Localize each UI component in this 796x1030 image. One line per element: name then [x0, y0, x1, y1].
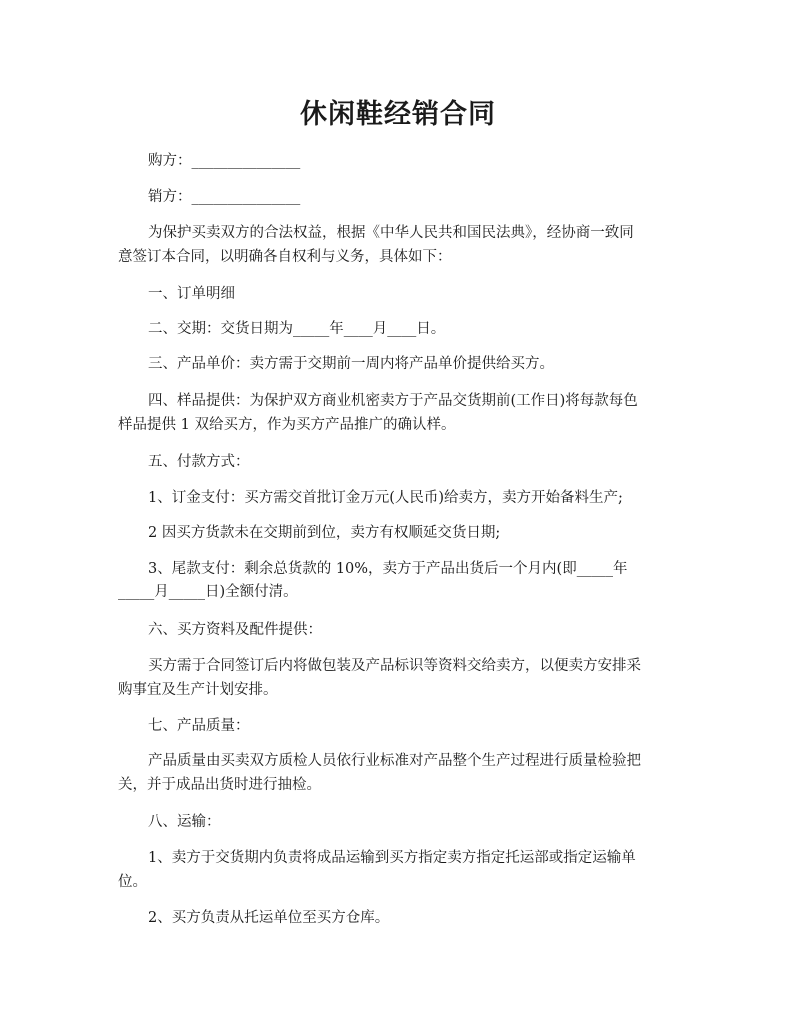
- payment-clause-2: 2 因买方货款未在交期前到位，卖方有权顺延交货日期;: [148, 525, 501, 541]
- section-unit-price: 三、产品单价：卖方需于交期前一周内将产品单价提供给买方。: [148, 356, 554, 372]
- intro-paragraph-line-1: 为保护买卖双方的合法权益，根据《中华人民共和国民法典》，经协商一致同: [148, 225, 634, 241]
- section-heading-quality: 七、产品质量：: [148, 718, 250, 734]
- payment-clause-3-line-1: 3、尾款支付：剩余总货款的 10%，卖方于产品出货后一个月内(即_____年: [148, 561, 628, 577]
- materials-paragraph-line-2: 购事宜及生产计划安排。: [118, 682, 278, 698]
- transport-clause-2: 2、买方负责从托运单位至买方仓库。: [148, 910, 390, 926]
- section-heading-transport: 八、运输：: [148, 814, 221, 830]
- section-heading-order-details: 一、订单明细: [148, 286, 235, 302]
- payment-clause-1: 1、订金支付：买方需交首批订金万元(人民币)给卖方，卖方开始备料生产;: [148, 490, 623, 506]
- seller-line: 销方：_______________: [148, 189, 301, 205]
- transport-clause-1-line-1: 1、卖方于交货期内负责将成品运输到买方指定卖方指定托运部或指定运输单: [148, 850, 636, 866]
- payment-clause-3-line-2: _____月_____日)全额付清。: [118, 584, 298, 600]
- section-heading-materials: 六、买方资料及配件提供：: [148, 622, 322, 638]
- section-samples-line-1: 四、样品提供：为保护双方商业机密卖方于产品交货期前(工作日)将每款每色: [148, 393, 638, 409]
- section-delivery-date: 二、交期：交货日期为_____年____月____日。: [148, 321, 446, 337]
- transport-clause-1-line-2: 位。: [118, 874, 147, 890]
- buyer-line: 购方：_______________: [148, 153, 301, 169]
- section-samples-line-2: 样品提供 1 双给买方，作为买方产品推广的确认样。: [118, 417, 456, 433]
- intro-paragraph-line-2: 意签订本合同，以明确各自权利与义务，具体如下：: [118, 249, 452, 265]
- document-title: 休闲鞋经销合同: [300, 99, 496, 130]
- section-heading-payment: 五、付款方式：: [148, 454, 250, 470]
- materials-paragraph-line-1: 买方需于合同签订后内将做包装及产品标识等资料交给卖方，以便卖方安排采: [148, 658, 641, 674]
- quality-paragraph-line-1: 产品质量由买卖双方质检人员依行业标准对产品整个生产过程进行质量检验把: [148, 753, 641, 769]
- quality-paragraph-line-2: 关，并于成品出货时进行抽检。: [118, 777, 321, 793]
